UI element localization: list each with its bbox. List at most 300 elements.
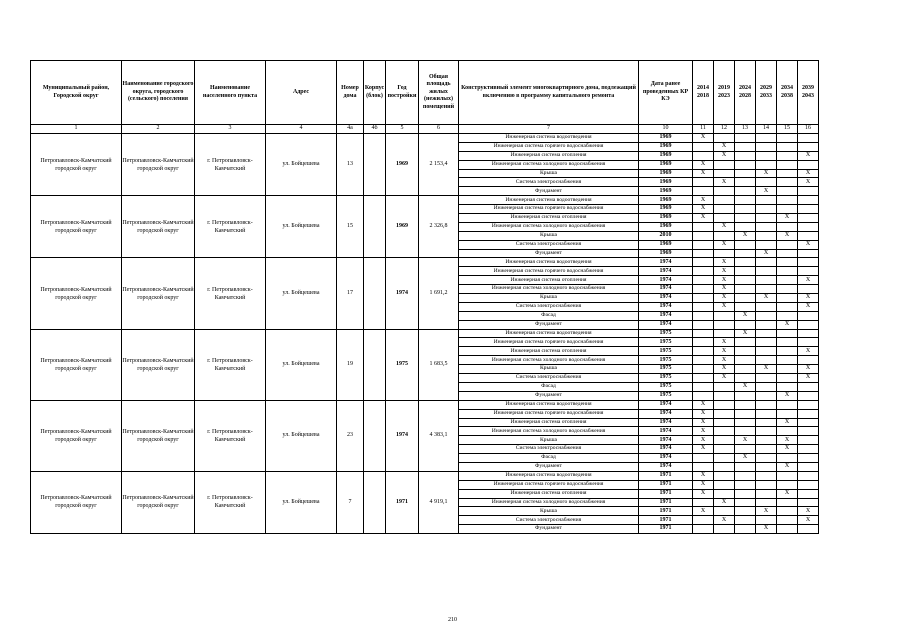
period-mark-cell <box>714 160 735 169</box>
element-name-cell: Фундамент <box>459 462 639 471</box>
prior-repair-date-cell: 1971 <box>639 471 693 480</box>
period-mark-cell <box>756 462 777 471</box>
period-mark-cell <box>735 471 756 480</box>
element-name-cell: Инженерная система холодного водоснабжения <box>459 427 639 436</box>
element-name-cell: Крыша <box>459 507 639 516</box>
period-mark-cell <box>693 285 714 294</box>
prior-repair-date-cell: 1974 <box>639 285 693 294</box>
period-mark-cell <box>693 329 714 338</box>
area-cell: 2 153,4 <box>419 134 459 196</box>
period-mark-cell <box>735 489 756 498</box>
period-mark-cell: X <box>798 347 819 356</box>
period-mark-cell <box>777 374 798 383</box>
period-mark-cell <box>777 178 798 187</box>
period-mark-cell <box>756 196 777 205</box>
period-mark-cell: X <box>693 214 714 223</box>
period-mark-cell <box>735 222 756 231</box>
period-mark-cell <box>693 347 714 356</box>
element-name-cell: Инженерная система горячего водоснабжения <box>459 480 639 489</box>
period-mark-cell <box>693 525 714 534</box>
element-name-cell: Фасад <box>459 382 639 391</box>
column-number: 4б <box>364 125 386 134</box>
settlement-cell: Петропавловск-Камчатский городской округ <box>122 471 195 533</box>
prior-repair-date-cell: 1974 <box>639 400 693 409</box>
header-cell: Наименование населенного пункта <box>195 61 266 125</box>
element-name-cell: Система электроснабжения <box>459 445 639 454</box>
settlement-cell: Петропавловск-Камчатский городской округ <box>122 329 195 400</box>
period-mark-cell <box>777 240 798 249</box>
period-mark-cell <box>714 454 735 463</box>
period-mark-cell <box>693 258 714 267</box>
locality-cell: г. Петропавловск-Камчатский <box>195 134 266 196</box>
prior-repair-date-cell: 1974 <box>639 320 693 329</box>
period-mark-cell: X <box>693 196 714 205</box>
period-mark-cell <box>756 276 777 285</box>
period-mark-cell <box>714 311 735 320</box>
period-mark-cell: X <box>714 516 735 525</box>
period-mark-cell <box>798 462 819 471</box>
table-row <box>31 400 819 409</box>
period-mark-cell: X <box>756 525 777 534</box>
block-cell <box>364 134 386 196</box>
element-name-cell: Инженерная система холодного водоснабжения <box>459 160 639 169</box>
period-mark-cell <box>714 329 735 338</box>
period-mark-cell <box>777 285 798 294</box>
period-mark-cell <box>798 160 819 169</box>
period-mark-cell <box>798 391 819 400</box>
period-mark-cell <box>777 347 798 356</box>
column-number: 1 <box>31 125 122 134</box>
period-mark-cell <box>693 338 714 347</box>
element-name-cell: Система электроснабжения <box>459 516 639 525</box>
period-mark-cell <box>777 187 798 196</box>
column-number: 2 <box>122 125 195 134</box>
period-mark-cell <box>735 445 756 454</box>
prior-repair-date-cell: 1974 <box>639 418 693 427</box>
period-mark-cell: X <box>693 436 714 445</box>
period-mark-cell: X <box>714 142 735 151</box>
area-cell: 1 691,2 <box>419 258 459 329</box>
locality-cell: г. Петропавловск-Камчатский <box>195 196 266 258</box>
prior-repair-date-cell: 1974 <box>639 267 693 276</box>
prior-repair-date-cell: 1971 <box>639 507 693 516</box>
period-mark-cell <box>714 525 735 534</box>
period-mark-cell: X <box>693 205 714 214</box>
prior-repair-date-cell: 1969 <box>639 151 693 160</box>
locality-cell: г. Петропавловск-Камчатский <box>195 400 266 471</box>
period-mark-cell: X <box>693 471 714 480</box>
element-name-cell: Фундамент <box>459 525 639 534</box>
period-mark-cell <box>756 240 777 249</box>
district-cell: Петропавловск-Камчатский городской округ <box>31 471 122 533</box>
settlement-cell: Петропавловск-Камчатский городской округ <box>122 258 195 329</box>
period-mark-cell <box>735 516 756 525</box>
district-cell: Петропавловск-Камчатский городской округ <box>31 134 122 196</box>
prior-repair-date-cell: 1969 <box>639 214 693 223</box>
header-cell: 2019 2023 <box>714 61 735 125</box>
period-mark-cell <box>714 214 735 223</box>
period-mark-cell <box>798 356 819 365</box>
period-mark-cell: X <box>714 365 735 374</box>
period-mark-cell <box>735 151 756 160</box>
period-mark-cell: X <box>693 427 714 436</box>
period-mark-cell: X <box>693 134 714 143</box>
period-mark-cell: X <box>798 169 819 178</box>
period-mark-cell <box>735 525 756 534</box>
period-mark-cell: X <box>693 400 714 409</box>
period-mark-cell: X <box>756 249 777 258</box>
period-mark-cell <box>798 320 819 329</box>
period-mark-cell <box>756 400 777 409</box>
header-cell: Конструктивный элемент многоквартирного дома, подлежащий включению в программу капитального ремонта <box>459 61 639 125</box>
period-mark-cell: X <box>777 214 798 223</box>
period-mark-cell: X <box>714 258 735 267</box>
column-number: 6 <box>419 125 459 134</box>
period-mark-cell <box>798 214 819 223</box>
period-mark-cell: X <box>798 276 819 285</box>
area-cell: 2 326,8 <box>419 196 459 258</box>
prior-repair-date-cell: 1969 <box>639 187 693 196</box>
period-mark-cell: X <box>693 418 714 427</box>
period-mark-cell <box>798 418 819 427</box>
district-cell: Петропавловск-Камчатский городской округ <box>31 329 122 400</box>
prior-repair-date-cell: 1975 <box>639 338 693 347</box>
period-mark-cell <box>777 267 798 276</box>
period-mark-cell <box>798 382 819 391</box>
period-mark-cell <box>756 454 777 463</box>
prior-repair-date-cell: 1974 <box>639 454 693 463</box>
period-mark-cell <box>756 142 777 151</box>
period-mark-cell <box>756 320 777 329</box>
period-mark-cell <box>756 409 777 418</box>
house-number-cell: 7 <box>337 471 364 533</box>
build-year-cell: 1969 <box>386 196 419 258</box>
prior-repair-date-cell: 1971 <box>639 480 693 489</box>
period-mark-cell <box>798 489 819 498</box>
period-mark-cell: X <box>777 231 798 240</box>
house-number-cell: 23 <box>337 400 364 471</box>
period-mark-cell <box>798 427 819 436</box>
period-mark-cell <box>756 480 777 489</box>
period-mark-cell: X <box>756 294 777 303</box>
prior-repair-date-cell: 1974 <box>639 445 693 454</box>
header-cell: Номер дома <box>337 61 364 125</box>
period-mark-cell: X <box>735 231 756 240</box>
period-mark-cell <box>756 427 777 436</box>
prior-repair-date-cell: 1974 <box>639 436 693 445</box>
element-name-cell: Фундамент <box>459 320 639 329</box>
period-mark-cell <box>735 462 756 471</box>
header-cell: 2024 2028 <box>735 61 756 125</box>
period-mark-cell <box>798 525 819 534</box>
period-mark-cell: X <box>756 507 777 516</box>
period-mark-cell: X <box>693 489 714 498</box>
period-mark-cell <box>756 178 777 187</box>
area-cell: 4 383,1 <box>419 400 459 471</box>
column-number: 3 <box>195 125 266 134</box>
element-name-cell: Инженерная система отопления <box>459 151 639 160</box>
element-name-cell: Инженерная система водоотведения <box>459 400 639 409</box>
period-mark-cell <box>777 516 798 525</box>
element-name-cell: Инженерная система отопления <box>459 347 639 356</box>
period-mark-cell <box>735 409 756 418</box>
period-mark-cell <box>735 320 756 329</box>
element-name-cell: Инженерная система горячего водоснабжения <box>459 338 639 347</box>
area-cell: 1 683,5 <box>419 329 459 400</box>
period-mark-cell <box>756 338 777 347</box>
period-mark-cell <box>756 258 777 267</box>
period-mark-cell <box>693 151 714 160</box>
period-mark-cell <box>777 196 798 205</box>
period-mark-cell <box>693 231 714 240</box>
prior-repair-date-cell: 1975 <box>639 356 693 365</box>
period-mark-cell: X <box>693 169 714 178</box>
period-mark-cell <box>798 480 819 489</box>
period-mark-cell <box>714 409 735 418</box>
column-number: 12 <box>714 125 735 134</box>
period-mark-cell: X <box>714 347 735 356</box>
period-mark-cell <box>735 498 756 507</box>
period-mark-cell <box>798 134 819 143</box>
period-mark-cell <box>756 231 777 240</box>
period-mark-cell <box>777 427 798 436</box>
period-mark-cell <box>777 205 798 214</box>
period-mark-cell <box>777 338 798 347</box>
element-name-cell: Инженерная система горячего водоснабжения <box>459 205 639 214</box>
period-mark-cell <box>756 329 777 338</box>
period-mark-cell <box>756 471 777 480</box>
build-year-cell: 1969 <box>386 134 419 196</box>
period-mark-cell: X <box>693 160 714 169</box>
period-mark-cell <box>756 489 777 498</box>
period-mark-cell <box>735 178 756 187</box>
period-mark-cell <box>756 347 777 356</box>
period-mark-cell <box>756 134 777 143</box>
street-cell: ул. Бойцешева <box>266 329 337 400</box>
prior-repair-date-cell: 1974 <box>639 462 693 471</box>
prior-repair-date-cell: 1974 <box>639 258 693 267</box>
element-name-cell: Фундамент <box>459 391 639 400</box>
period-mark-cell <box>777 525 798 534</box>
element-name-cell: Фундамент <box>459 249 639 258</box>
period-mark-cell: X <box>714 178 735 187</box>
locality-cell: г. Петропавловск-Камчатский <box>195 258 266 329</box>
period-mark-cell: X <box>798 365 819 374</box>
period-mark-cell: X <box>714 374 735 383</box>
settlement-cell: Петропавловск-Камчатский городской округ <box>122 400 195 471</box>
period-mark-cell <box>735 294 756 303</box>
element-name-cell: Инженерная система водоотведения <box>459 329 639 338</box>
period-mark-cell: X <box>714 294 735 303</box>
period-mark-cell <box>756 222 777 231</box>
period-mark-cell <box>735 205 756 214</box>
period-mark-cell <box>798 445 819 454</box>
period-mark-cell <box>756 151 777 160</box>
table-row <box>31 329 819 338</box>
period-mark-cell <box>756 436 777 445</box>
period-mark-cell <box>735 507 756 516</box>
element-name-cell: Инженерная система водоотведения <box>459 196 639 205</box>
period-mark-cell: X <box>777 489 798 498</box>
header-cell: Общая площадь жилых (нежилых) помещений <box>419 61 459 125</box>
period-mark-cell <box>756 374 777 383</box>
street-cell: ул. Бойцешева <box>266 471 337 533</box>
block-cell <box>364 329 386 400</box>
build-year-cell: 1974 <box>386 400 419 471</box>
element-name-cell: Инженерная система отопления <box>459 276 639 285</box>
period-mark-cell <box>735 240 756 249</box>
prior-repair-date-cell: 1969 <box>639 240 693 249</box>
build-year-cell: 1974 <box>386 258 419 329</box>
prior-repair-date-cell: 1971 <box>639 516 693 525</box>
period-mark-cell <box>777 507 798 516</box>
column-number: 4а <box>337 125 364 134</box>
period-mark-cell: X <box>798 302 819 311</box>
period-mark-cell: X <box>714 338 735 347</box>
period-mark-cell <box>735 338 756 347</box>
period-mark-cell <box>735 169 756 178</box>
column-number-row <box>31 125 819 134</box>
column-number: 7 <box>459 125 639 134</box>
period-mark-cell <box>714 436 735 445</box>
header-cell: Год постройки <box>386 61 419 125</box>
prior-repair-date-cell: 1974 <box>639 294 693 303</box>
period-mark-cell: X <box>714 240 735 249</box>
period-mark-cell <box>756 267 777 276</box>
period-mark-cell <box>735 391 756 400</box>
period-mark-cell <box>777 498 798 507</box>
prior-repair-date-cell: 1969 <box>639 249 693 258</box>
element-name-cell: Инженерная система горячего водоснабжения <box>459 267 639 276</box>
period-mark-cell <box>777 480 798 489</box>
period-mark-cell <box>777 142 798 151</box>
period-mark-cell <box>756 418 777 427</box>
prior-repair-date-cell: 1974 <box>639 302 693 311</box>
period-mark-cell <box>777 382 798 391</box>
element-name-cell: Фундамент <box>459 187 639 196</box>
period-mark-cell <box>693 382 714 391</box>
period-mark-cell <box>735 142 756 151</box>
period-mark-cell <box>798 267 819 276</box>
header-cell: Муниципальный район, Городской округ <box>31 61 122 125</box>
period-mark-cell <box>693 374 714 383</box>
element-name-cell: Инженерная система холодного водоснабжения <box>459 498 639 507</box>
period-mark-cell: X <box>735 329 756 338</box>
period-mark-cell <box>714 320 735 329</box>
period-mark-cell <box>735 347 756 356</box>
element-name-cell: Инженерная система горячего водоснабжения <box>459 409 639 418</box>
table-row <box>31 471 819 480</box>
period-mark-cell <box>777 151 798 160</box>
period-mark-cell <box>798 231 819 240</box>
period-mark-cell: X <box>777 445 798 454</box>
period-mark-cell <box>798 258 819 267</box>
prior-repair-date-cell: 1969 <box>639 205 693 214</box>
header-cell: Наименование городского округа, городского (сельского) поселения <box>122 61 195 125</box>
period-mark-cell <box>777 454 798 463</box>
settlement-cell: Петропавловск-Камчатский городской округ <box>122 196 195 258</box>
period-mark-cell: X <box>735 382 756 391</box>
period-mark-cell <box>714 480 735 489</box>
period-mark-cell <box>777 160 798 169</box>
house-number-cell: 13 <box>337 134 364 196</box>
period-mark-cell <box>777 276 798 285</box>
period-mark-cell <box>693 222 714 231</box>
period-mark-cell: X <box>693 409 714 418</box>
period-mark-cell: X <box>714 222 735 231</box>
period-mark-cell <box>693 311 714 320</box>
header-cell: Корпус (блок) <box>364 61 386 125</box>
element-name-cell: Крыша <box>459 231 639 240</box>
period-mark-cell <box>798 471 819 480</box>
street-cell: ул. Бойцешева <box>266 400 337 471</box>
period-mark-cell <box>735 356 756 365</box>
period-mark-cell: X <box>777 462 798 471</box>
period-mark-cell <box>777 249 798 258</box>
period-mark-cell <box>777 258 798 267</box>
period-mark-cell: X <box>798 516 819 525</box>
column-number: 13 <box>735 125 756 134</box>
period-mark-cell <box>693 302 714 311</box>
period-mark-cell: X <box>693 445 714 454</box>
period-mark-cell <box>735 285 756 294</box>
period-mark-cell <box>756 391 777 400</box>
element-name-cell: Инженерная система холодного водоснабжения <box>459 356 639 365</box>
page-number: 210 <box>448 617 457 623</box>
header-cell: 2039 2043 <box>798 61 819 125</box>
block-cell <box>364 258 386 329</box>
block-cell <box>364 471 386 533</box>
period-mark-cell: X <box>756 365 777 374</box>
element-name-cell: Инженерная система водоотведения <box>459 258 639 267</box>
element-name-cell: Инженерная система водоотведения <box>459 471 639 480</box>
table-body <box>31 134 819 534</box>
prior-repair-date-cell: 1975 <box>639 374 693 383</box>
period-mark-cell <box>756 356 777 365</box>
period-mark-cell <box>777 222 798 231</box>
period-mark-cell <box>735 427 756 436</box>
period-mark-cell <box>693 462 714 471</box>
period-mark-cell <box>777 302 798 311</box>
period-mark-cell <box>714 196 735 205</box>
period-mark-cell <box>735 187 756 196</box>
period-mark-cell: X <box>714 302 735 311</box>
period-mark-cell <box>756 445 777 454</box>
prior-repair-date-cell: 1969 <box>639 169 693 178</box>
element-name-cell: Фасад <box>459 454 639 463</box>
period-mark-cell <box>777 134 798 143</box>
element-name-cell: Система электроснабжения <box>459 374 639 383</box>
period-mark-cell <box>798 196 819 205</box>
period-mark-cell: X <box>777 436 798 445</box>
period-mark-cell <box>714 249 735 258</box>
element-name-cell: Система электроснабжения <box>459 240 639 249</box>
element-name-cell: Инженерная система горячего водоснабжения <box>459 142 639 151</box>
period-mark-cell <box>735 249 756 258</box>
area-cell: 4 919,1 <box>419 471 459 533</box>
period-mark-cell <box>735 400 756 409</box>
period-mark-cell: X <box>777 391 798 400</box>
street-cell: ул. Бойцешева <box>266 134 337 196</box>
period-mark-cell <box>777 365 798 374</box>
period-mark-cell <box>756 302 777 311</box>
element-name-cell: Инженерная система холодного водоснабжения <box>459 222 639 231</box>
prior-repair-date-cell: 1969 <box>639 160 693 169</box>
period-mark-cell <box>798 142 819 151</box>
column-number: 14 <box>756 125 777 134</box>
period-mark-cell <box>777 471 798 480</box>
period-mark-cell: X <box>798 294 819 303</box>
